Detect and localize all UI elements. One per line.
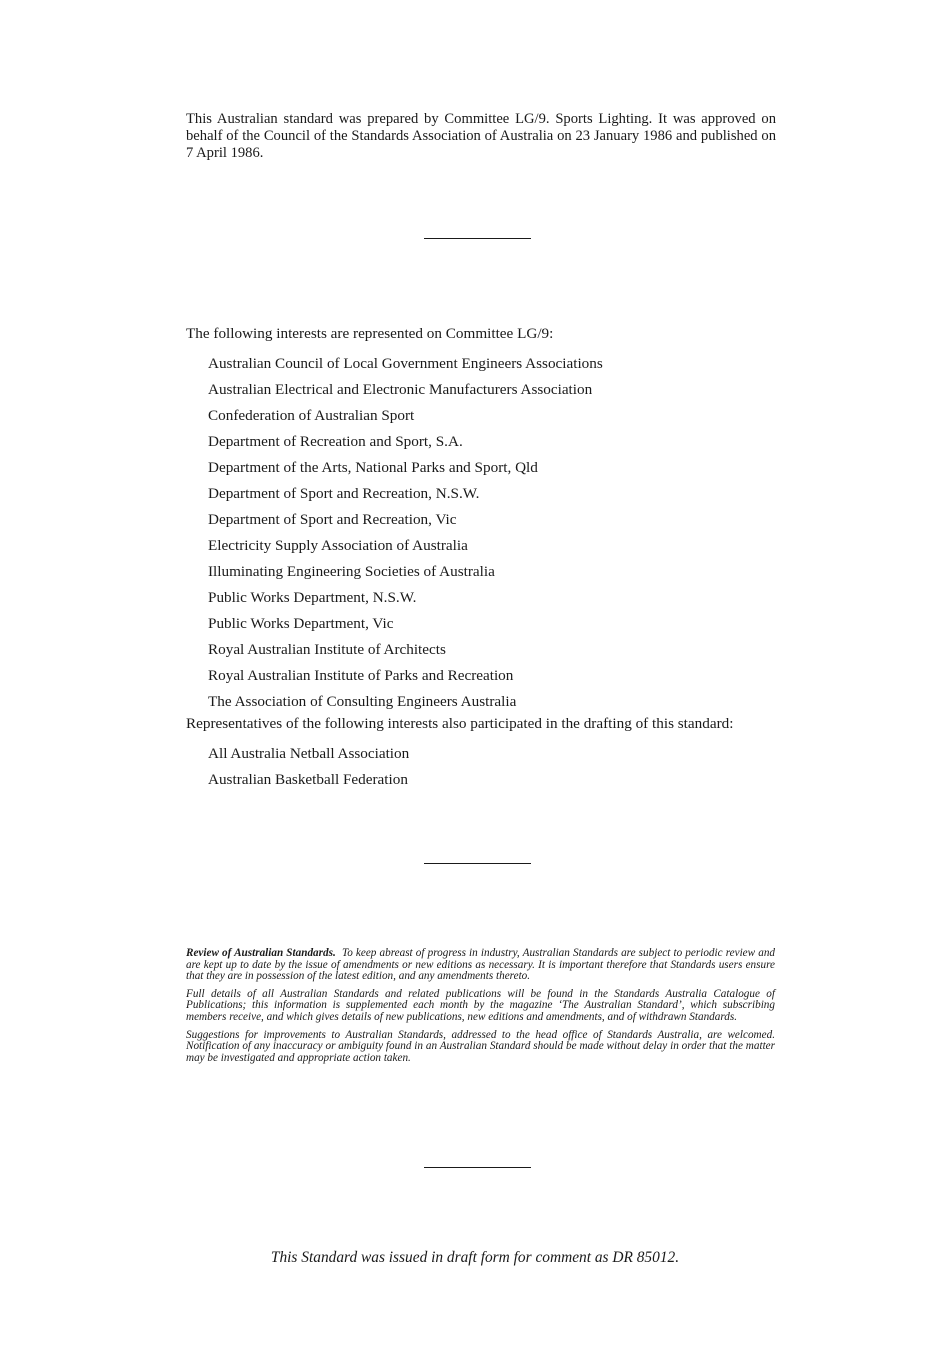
- also-participated-heading: Representatives of the following interests also participated in the drafting of this standard:: [186, 715, 734, 732]
- review-notes: [186, 948, 775, 1070]
- list-item: Public Works Department, Vic: [208, 615, 394, 632]
- divider-rule: [424, 1167, 531, 1168]
- list-item: Public Works Department, N.S.W.: [208, 589, 417, 606]
- review-paragraph: [186, 948, 775, 983]
- list-item: Department of Sport and Recreation, Vic: [208, 511, 457, 528]
- list-item: Royal Australian Institute of Parks and Recreation: [208, 667, 514, 684]
- committee-heading: The following interests are represented on Committee LG/9:: [186, 325, 554, 342]
- draft-notice: This Standard was issued in draft form for comment as DR 85012.: [270, 1249, 680, 1266]
- catalogue-paragraph: Full details of all Australian Standards and related publications will be found in the Standards Australia Catalogue of Publications; this information is supplemented each month by the magazine ‘The Australian Standard’, which subscribing members receive, and which gives details of new publications, new editions and amendments, and of withdrawn Standards.: [186, 987, 775, 1023]
- suggestions-paragraph: Suggestions for improvements to Australian Standards, addressed to the head office of Standards Australia, are welcomed. Notification of any inaccuracy or ambiguity found in an Australian Standard should be made without delay in order that the matter may be investigated and appropriate action taken.: [186, 1028, 775, 1064]
- list-item: Department of Sport and Recreation, N.S.W.: [208, 485, 480, 502]
- review-text: To keep abreast of progress in industry, Australian Standards are subject to periodic review and are kept up to date by the issue of amendments or new editions as necessary. It is important therefore that Standards users ensure that they are in possession of the latest edition, and any amendments thereto.: [186, 947, 776, 983]
- also-participated-list: [208, 741, 409, 793]
- list-item: Department of the Arts, National Parks and Sport, Qld: [208, 459, 538, 476]
- list-item: Electricity Supply Association of Australia: [208, 537, 468, 554]
- review-title: Review of Australian Standards.: [186, 947, 336, 959]
- list-item: Australian Electrical and Electronic Manufacturers Association: [208, 381, 593, 398]
- list-item: Australian Basketball Federation: [208, 771, 408, 788]
- list-item: Australian Council of Local Government Engineers Associations: [208, 355, 603, 372]
- list-item: The Association of Consulting Engineers Australia: [208, 693, 517, 710]
- divider-rule: [424, 863, 531, 864]
- committee-member-list: [208, 351, 603, 715]
- list-item: Confederation of Australian Sport: [208, 407, 415, 424]
- list-item: Royal Australian Institute of Architects: [208, 641, 446, 658]
- list-item: All Australia Netball Association: [208, 745, 410, 762]
- list-item: Department of Recreation and Sport, S.A.: [208, 433, 463, 450]
- divider-rule: [424, 238, 531, 239]
- approval-statement: This Australian standard was prepared by Committee LG/9. Sports Lighting. It was approved on behalf of the Council of the Standards Association of Australia on 23 January 1986 and published on 7 April 1986.: [186, 111, 776, 161]
- list-item: Illuminating Engineering Societies of Australia: [208, 563, 495, 580]
